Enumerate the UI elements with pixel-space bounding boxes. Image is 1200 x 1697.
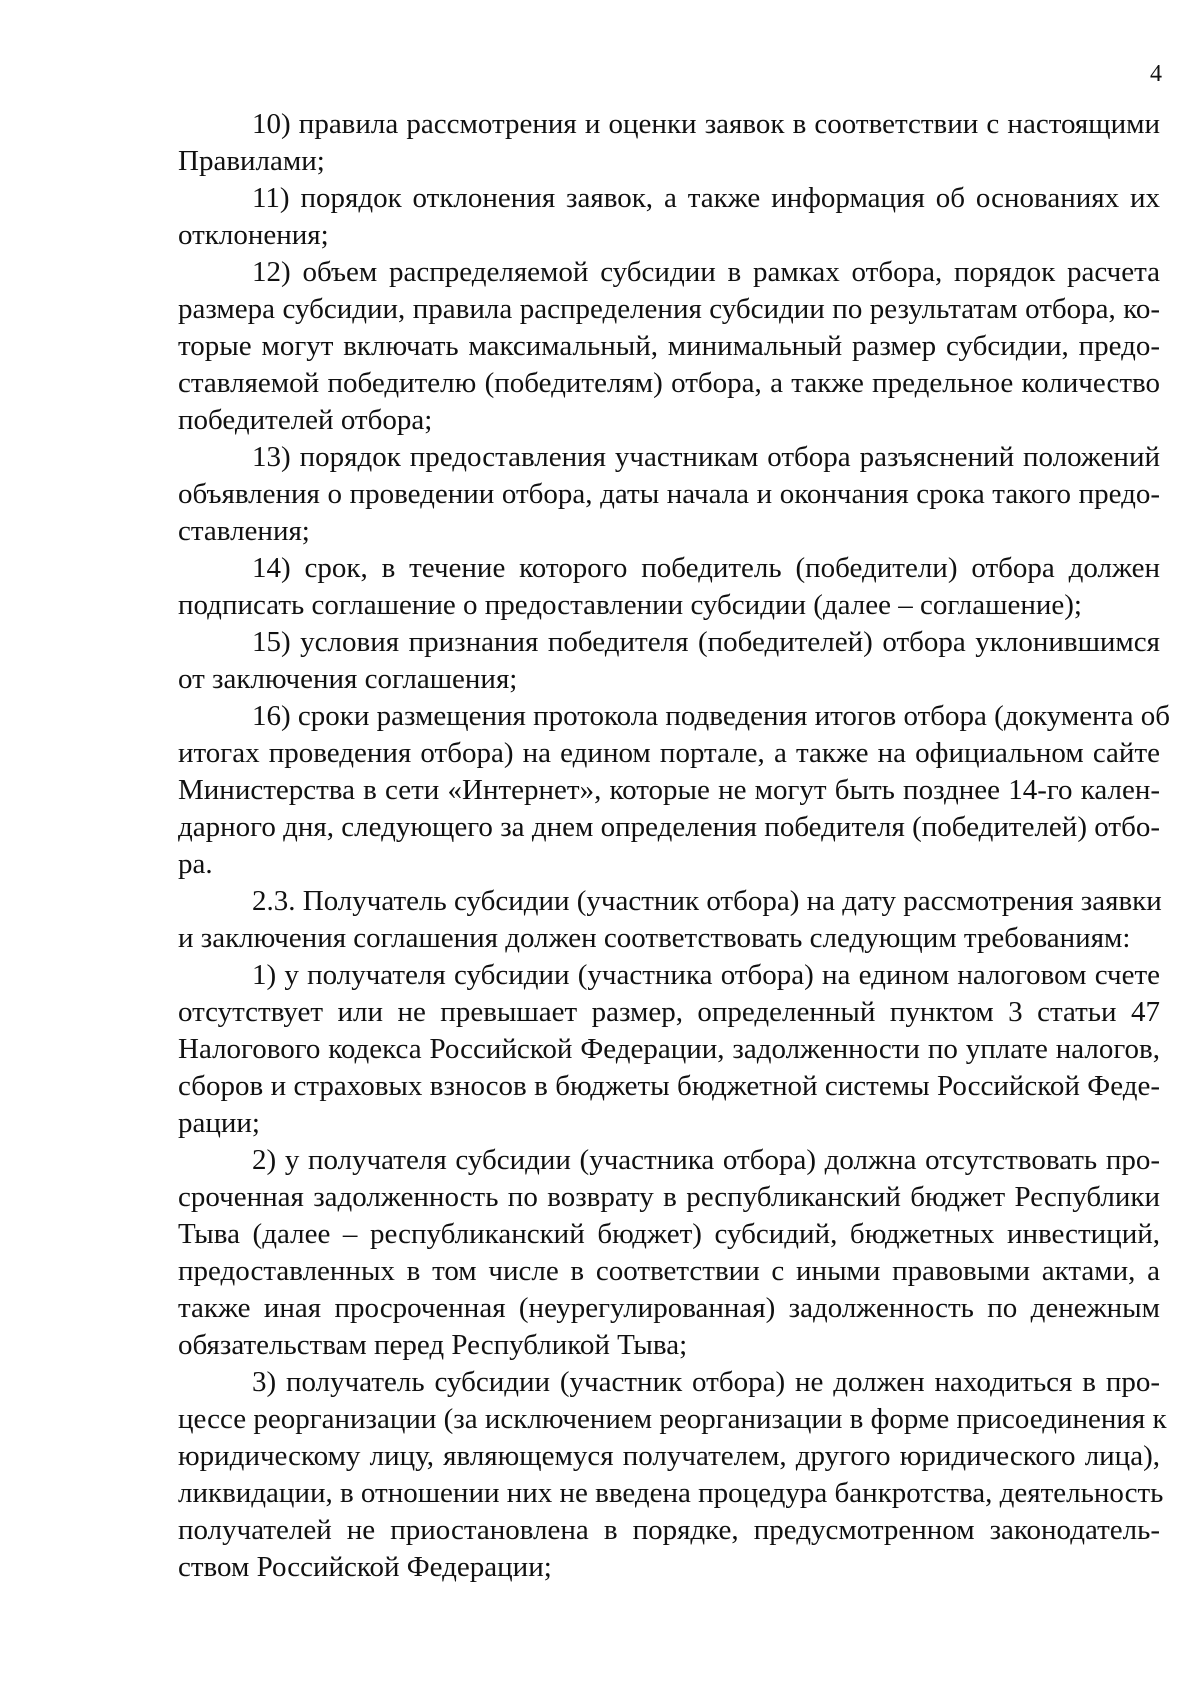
text-line: ставления; xyxy=(178,515,310,547)
text-line: также иная просроченная (неурегулированная) задолженность по денежным xyxy=(178,1292,1160,1324)
text-line: ликвидации, в отношении них не введена процедура банкротства, деятельность xyxy=(178,1477,1164,1509)
text-line: 1) у получателя субсидии (участника отбора) на едином налоговом счете xyxy=(252,959,1160,991)
requirement-2 xyxy=(178,1142,1160,1364)
text-line: дарного дня, следующего за днем определения победителя (победителей) отбо- xyxy=(178,811,1160,843)
text-line: 2) у получателя субсидии (участника отбора) должна отсутствовать про- xyxy=(252,1144,1160,1176)
clause-2-3 xyxy=(178,883,1160,957)
text-line: ра. xyxy=(178,848,213,880)
text-line: победителей отбора; xyxy=(178,404,433,436)
text-line: 3) получатель субсидии (участник отбора) не должен находиться в про- xyxy=(252,1366,1160,1398)
text-line: Министерства в сети «Интернет», которые не могут быть позднее 14-го кален- xyxy=(178,774,1160,806)
text-line: от заключения соглашения; xyxy=(178,663,518,695)
text-line: размера субсидии, правила распределения субсидии по результатам отбора, ко- xyxy=(178,293,1160,325)
document-body xyxy=(178,106,1171,1586)
text-line: 13) порядок предоставления участникам отбора разъяснений положений xyxy=(252,441,1160,473)
text-line: юридическому лицу, являющемуся получателем, другого юридического лица), xyxy=(178,1440,1160,1472)
text-line: 10) правила рассмотрения и оценки заявок в соответствии с настоящими xyxy=(252,108,1160,140)
list-item-11 xyxy=(178,180,1160,254)
list-item-12 xyxy=(178,254,1160,439)
text-line: сборов и страховых взносов в бюджеты бюджетной системы Российской Феде- xyxy=(178,1070,1160,1102)
list-item-10 xyxy=(178,106,1160,180)
list-item-14 xyxy=(178,550,1160,624)
text-line: 16) сроки размещения протокола подведения итогов отбора (документа об xyxy=(252,700,1171,732)
text-line: обязательствам перед Республикой Тыва; xyxy=(178,1329,688,1361)
text-line: отклонения; xyxy=(178,219,329,251)
text-line: отсутствует или не превышает размер, определенный пунктом 3 статьи 47 xyxy=(178,996,1160,1028)
text-line: торые могут включать максимальный, минимальный размер субсидии, предо- xyxy=(178,330,1160,362)
page-number: 4 xyxy=(1150,61,1162,87)
text-line: получателей не приостановлена в порядке, предусмотренном законодатель- xyxy=(178,1514,1160,1546)
text-line: 14) срок, в течение которого победитель (победители) отбора должен xyxy=(252,552,1160,584)
list-item-13 xyxy=(178,439,1160,550)
text-line: Налогового кодекса Российской Федерации, задолженности по уплате налогов, xyxy=(178,1033,1160,1065)
text-line: 11) порядок отклонения заявок, а также информация об основаниях их xyxy=(252,182,1160,214)
text-line: Тыва (далее – республиканский бюджет) субсидий, бюджетных инвестиций, xyxy=(178,1218,1160,1250)
text-line: цессе реорганизации (за исключением реорганизации в форме присоединения к xyxy=(178,1403,1167,1435)
text-line: предоставленных в том числе в соответствии с иными правовыми актами, а xyxy=(178,1255,1160,1287)
text-line: и заключения соглашения должен соответствовать следующим требованиям: xyxy=(178,922,1131,954)
text-line: 12) объем распределяемой субсидии в рамках отбора, порядок расчета xyxy=(252,256,1160,288)
text-line: 15) условия признания победителя (победителей) отбора уклонившимся xyxy=(252,626,1160,658)
text-line: объявления о проведении отбора, даты начала и окончания срока такого предо- xyxy=(178,478,1160,510)
text-line: сроченная задолженность по возврату в республиканский бюджет Республики xyxy=(178,1181,1160,1213)
text-line: Правилами; xyxy=(178,145,325,177)
requirement-3 xyxy=(178,1364,1167,1586)
list-item-16 xyxy=(178,698,1171,883)
text-line: итогах проведения отбора) на едином портале, а также на официальном сайте xyxy=(178,737,1160,769)
text-line: подписать соглашение о предоставлении субсидии (далее – соглашение); xyxy=(178,589,1082,621)
text-line: 2.3. Получатель субсидии (участник отбора) на дату рассмотрения заявки xyxy=(252,885,1162,917)
requirement-1 xyxy=(178,957,1160,1142)
list-item-15 xyxy=(178,624,1160,698)
text-line: ставляемой победителю (победителям) отбора, а также предельное количество xyxy=(178,367,1160,399)
text-line: рации; xyxy=(178,1107,260,1139)
text-line: ством Российской Федерации; xyxy=(178,1551,552,1583)
